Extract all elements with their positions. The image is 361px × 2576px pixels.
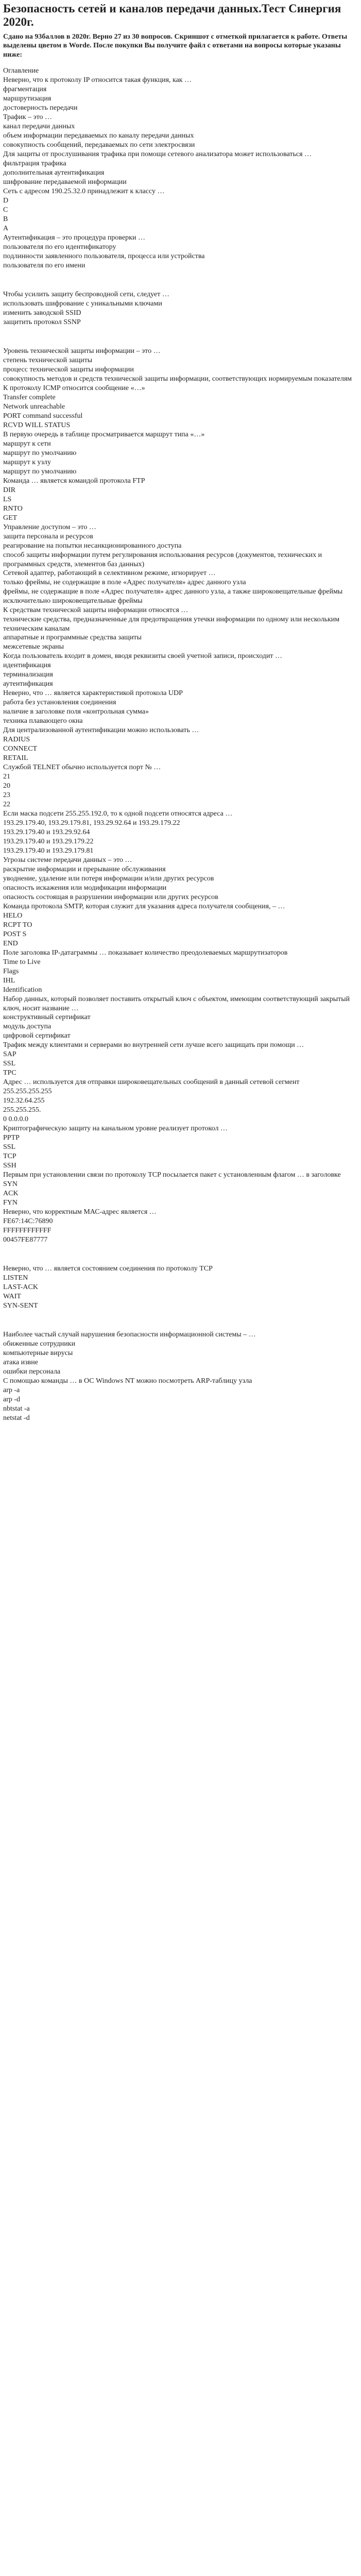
text-line: Уровень технической защиты информации – это … (3, 347, 161, 355)
text-line: 00457FE87777 (3, 1236, 48, 1244)
text-line: SSL (3, 1060, 16, 1068)
text-line: C (3, 206, 8, 214)
text-line: Для защиты от прослушивания трафика при помощи сетевого анализатора может использоваться … (3, 150, 312, 159)
text-line: ошибки персонала (3, 1368, 61, 1376)
text-line: Набор данных, который позволяет поставить открытый ключ с объектом, имеющим соответствующий закрытый ключ, носит название … (3, 995, 350, 1012)
text-line: способ защиты информации путем регулирования использования ресурсов (документов, технических и программных средств, элементов баз данных) (3, 551, 322, 568)
text-line: RCVD WILL STATUS (3, 421, 71, 430)
text-line: SSL (3, 1143, 16, 1151)
text-line: достоверность передачи (3, 104, 78, 112)
text-line: атака извне (3, 1359, 38, 1367)
text-line: 255.255.255.255 (3, 1088, 52, 1096)
text-line: IHL (3, 977, 15, 985)
text-line: процесс технической защиты информации (3, 366, 134, 374)
text-line: модуль доступа (3, 1023, 51, 1031)
text-line: К средствам технической защиты информации относятся … (3, 606, 188, 615)
text-line: межсетевые экраны (3, 643, 64, 651)
text-line: аутентификация (3, 680, 53, 688)
text-line: Если маска подсети 255.255.192.0, то к одной подсети относятся адреса … (3, 810, 233, 818)
text-line: PORT command successful (3, 412, 83, 420)
text-line: Time to Live (3, 958, 41, 967)
text-line: 22 (3, 801, 10, 809)
text-line: FE67:14C:76890 (3, 1217, 53, 1226)
text-line: SYN-SENT (3, 1302, 38, 1310)
text-line: Transfer complete (3, 394, 56, 402)
text-line: nbtstat -a (3, 1405, 30, 1413)
text-line: LS (3, 496, 12, 504)
text-line: уводнение, удаление или потеря информации и/или других ресурсов (3, 875, 214, 883)
text-line: Неверно, что к протоколу IP относится такая функция, как … (3, 76, 192, 84)
text-line: наличие в заголовке поля «контрольная сумма» (3, 708, 149, 716)
text-line: 21 (3, 773, 10, 781)
text-line: реагирование на попытки несанкционированного доступа (3, 542, 182, 550)
text-line: пользователя по его имени (3, 262, 85, 270)
text-line: фильтрация трафика (3, 160, 66, 168)
text-line: Сетевой адаптер, работающий в селективном режиме, игнорирует … (3, 569, 216, 578)
text-line: терминализация (3, 671, 53, 679)
text-line: изменить заводской SSID (3, 309, 81, 317)
spacer (3, 1245, 358, 1264)
text-line: Криптографическую защиту на канальном уровне реализует протокол … (3, 1125, 228, 1133)
text-line: техника плавающего окна (3, 717, 83, 725)
text-line: маршрут по умолчанию (3, 449, 77, 457)
text-line: 255.255.255. (3, 1106, 41, 1114)
text-line: ACK (3, 1190, 19, 1198)
text-line: RNTO (3, 505, 23, 513)
text-line: 193.29.179.40, 193.29.179.81, 193.29.92.64 и 193.29.179.22 (3, 819, 180, 827)
text-line: Network unreachable (3, 403, 65, 411)
text-line: защитить протокол SSNP (3, 318, 81, 327)
text-line: аппаратные и программные средства защиты (3, 634, 142, 642)
text-line: Управление доступом – это … (3, 523, 96, 532)
text-line: раскрытие информации и прерывание обслуживания (3, 866, 166, 874)
text-line: маршрутизация (3, 95, 51, 103)
text-line: Неверно, что … является характеристикой протокола UDP (3, 689, 183, 698)
text-line: LISTEN (3, 1274, 28, 1282)
text-line: TCP (3, 1153, 16, 1161)
spacer (3, 1311, 358, 1330)
text-line: 193.29.179.40 и 193.29.179.22 (3, 838, 94, 846)
text-line: RETAIL (3, 754, 28, 762)
intro-text: Сдано на 93баллов в 2020г. Верно 27 из 30 вопросов. Скриншот с отметкой прилагается к работе. Ответы выделены цветом в Worde. После покупки Вы получите файл с ответами на вопросы которые указаны ниже: (3, 32, 348, 59)
text-line: 193.29.179.40 и 193.29.92.64 (3, 828, 90, 837)
text-line: LAST-ACK (3, 1283, 38, 1292)
text-line: маршрут к узлу (3, 459, 51, 467)
text-line: 0 0.0.0.0 (3, 1115, 28, 1124)
text-line: WAIT (3, 1293, 21, 1301)
text-line: Наиболее частый случай нарушения безопасности информационной системы – … (3, 1331, 256, 1339)
text-line: К протоколу ICMP относится сообщение «…» (3, 384, 145, 393)
text-line: использовать шифрование с уникальными ключами (3, 300, 162, 308)
text-line: Команда протокола SMTP, которая служит для указания адреса получателя сообщения, – … (3, 903, 285, 911)
text-line: защита персонала и ресурсов (3, 533, 93, 541)
text-line: Identification (3, 986, 42, 994)
text-line: RCPT TO (3, 921, 32, 929)
text-line: TPC (3, 1069, 16, 1077)
text-line: Трафик – это … (3, 113, 53, 122)
text-line: дополнительная аутентификация (3, 169, 105, 177)
text-line: маршрут к сети (3, 440, 51, 448)
text-line: технические средства, предназначенные для предотвращения утечки информации по одному или нескольким техническим каналам (3, 616, 340, 633)
text-line: RADIUS (3, 736, 30, 744)
text-line: маршрут по умолчанию (3, 468, 77, 476)
text-line: END (3, 940, 18, 948)
text-line: Угрозы системе передачи данных – это … (3, 856, 132, 865)
text-line: канал передачи данных (3, 123, 75, 131)
text-line: подлинности заявленного пользователя, процесса или устройства (3, 252, 205, 261)
text-line: исключительно широковещательные фреймы (3, 597, 143, 605)
text-line: PPTP (3, 1134, 20, 1142)
text-line: SYN (3, 1180, 18, 1189)
text-line: netstat -d (3, 1414, 30, 1422)
text-line: конструктивный сертификат (3, 1013, 91, 1022)
text-line: POST S (3, 930, 27, 939)
text-line: только фреймы, не содержащие в поле «Адрес получателя» адрес данного узла (3, 579, 246, 587)
text-line: степень технической защиты (3, 357, 93, 365)
text-line: совокупность сообщений, передаваемых по сети электросвязи (3, 141, 195, 149)
text-line: обиженные сотрудники (3, 1340, 76, 1348)
text-line: A (3, 225, 9, 233)
text-line: Поле заголовка IP-датаграммы … показывает количество преодолеваемых маршрутизаторов (3, 949, 288, 957)
text-line: Для централизованной аутентификации можно использовать … (3, 726, 199, 735)
text-line: совокупность методов и средств технической защиты информации, соответствующих нормируемым показателям (3, 375, 352, 383)
text-line: arp -a (3, 1386, 20, 1395)
text-line: 23 (3, 791, 10, 800)
text-line: 193.29.179.40 и 193.29.179.81 (3, 847, 94, 855)
text-line: В первую очередь в таблице просматривается маршрут типа «…» (3, 431, 205, 439)
text-line: Неверно, что … является состоянием соединения по протоколу TCP (3, 1265, 213, 1273)
text-line: идентификация (3, 662, 51, 670)
text-line: Оглавление (3, 67, 39, 75)
text-line: С помощью команды … в ОС Windows NT можно посмотреть ARP-таблицу узла (3, 1377, 252, 1385)
text-line: FFFFFFFFFFFF (3, 1227, 51, 1235)
spacer (3, 270, 358, 290)
text-line: Сеть с адресом 190.25.32.0 принадлежит к классу … (3, 188, 165, 196)
text-line: компьютерные вирусы (3, 1349, 73, 1358)
text-line: GET (3, 514, 18, 522)
text-line: объем информации передаваемых по каналу передачи данных (3, 132, 194, 140)
text-line: D (3, 197, 9, 205)
text-line: Неверно, что корректным МАС-адрес является … (3, 1208, 157, 1216)
text-line: работа без установления соединения (3, 699, 116, 707)
text-line: Команда … является командой протокола FTP (3, 477, 145, 485)
text-line: Когда пользователь входит в домен, вводя реквизиты своей учетной записи, происходит … (3, 652, 283, 660)
text-line: Службой TELNET обычно используется порт № … (3, 764, 161, 772)
text-line: цифровой сертификат (3, 1032, 71, 1040)
text-line: фрагментация (3, 86, 47, 94)
text-line: CONNECT (3, 745, 38, 753)
text-line: 192.32.64.255 (3, 1097, 45, 1105)
text-line: опасность состоящая в разрушении информации или других ресурсов (3, 893, 218, 902)
text-line: HELO (3, 912, 23, 920)
text-line: FYN (3, 1199, 18, 1207)
text-line: Первым при установлении связи по протоколу TCP посылается пакет с установленным флагом … в заголовке (3, 1171, 341, 1179)
spacer (3, 327, 358, 347)
text-line: Трафик между клиентами и серверами во внутренней сети лучше всего защищать при помощи … (3, 1041, 304, 1049)
text-line: Чтобы усилить защиту беспроводной сети, следует … (3, 291, 169, 299)
text-line: SSH (3, 1162, 16, 1170)
text-line: B (3, 215, 8, 224)
text-line: arp -d (3, 1396, 21, 1404)
text-line: Flags (3, 968, 19, 976)
text-line: DIR (3, 486, 16, 495)
text-line: шифрование передаваемой информации (3, 178, 127, 187)
quiz-lines (3, 66, 358, 1423)
text-line: SAP (3, 1050, 16, 1059)
text-line: опасность искажения или модификации информации (3, 884, 167, 892)
text-line: Адрес … используется для отправки широковещательных сообщений в данный сетевой сегмент (3, 1078, 300, 1087)
text-line: 20 (3, 782, 10, 790)
text-line: Аутентификация – это процедура проверки … (3, 234, 145, 242)
text-line: пользователя по его идентификатору (3, 243, 116, 251)
page-title: Безопасность сетей и каналов передачи данных.Тест Синергия 2020г. (3, 2, 341, 29)
text-line: фреймы, не содержащие в поле «Адрес получателя» адрес данного узла, а также широковещательные фреймы (3, 588, 343, 596)
